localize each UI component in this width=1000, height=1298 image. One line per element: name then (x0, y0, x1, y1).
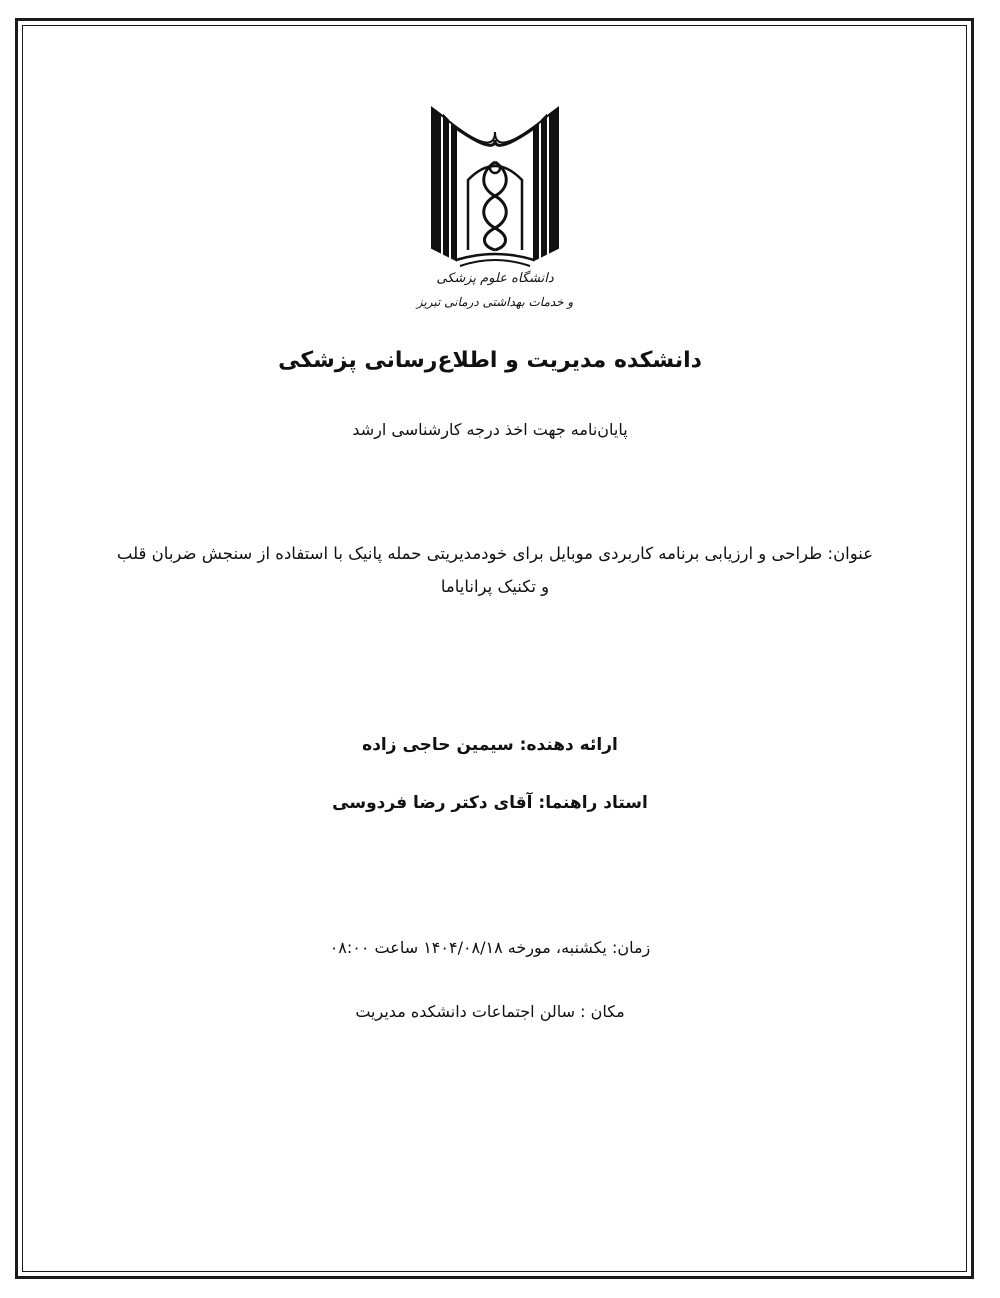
thesis-title-line1: عنوان: طراحی و ارزیابی برنامه کاربردی موبایل برای خودمدیریتی حمله پانیک با استفاده از سنجش ضربان قلب (116, 544, 874, 563)
logo-text-line1: دانشگاه علوم پزشکی (436, 271, 554, 286)
defense-time: زمان: یکشنبه، مورخه ۱۴۰۴/۰۸/۱۸ ساعت ۰۸:۰۰ (329, 938, 651, 957)
thesis-title-line2: و تکنیک پرانایاما (440, 577, 550, 596)
thesis-statement: پایان‌نامه جهت اخذ درجه کارشناسی ارشد (352, 420, 628, 439)
advisor: استاد راهنما: آقای دکتر رضا فردوسی (332, 793, 648, 813)
faculty-name: دانشکده مدیریت و اطلاع‌رسانی پزشکی (278, 348, 702, 373)
presenter: ارائه دهنده: سیمین حاجی زاده (362, 735, 618, 755)
defense-place: مکان : سالن اجتماعات دانشکده مدیریت (355, 1002, 625, 1021)
logo-text-line2: و خدمات بهداشتی درمانی تبریز (416, 295, 574, 309)
thesis-title (75, 537, 915, 603)
university-logo (410, 100, 580, 320)
